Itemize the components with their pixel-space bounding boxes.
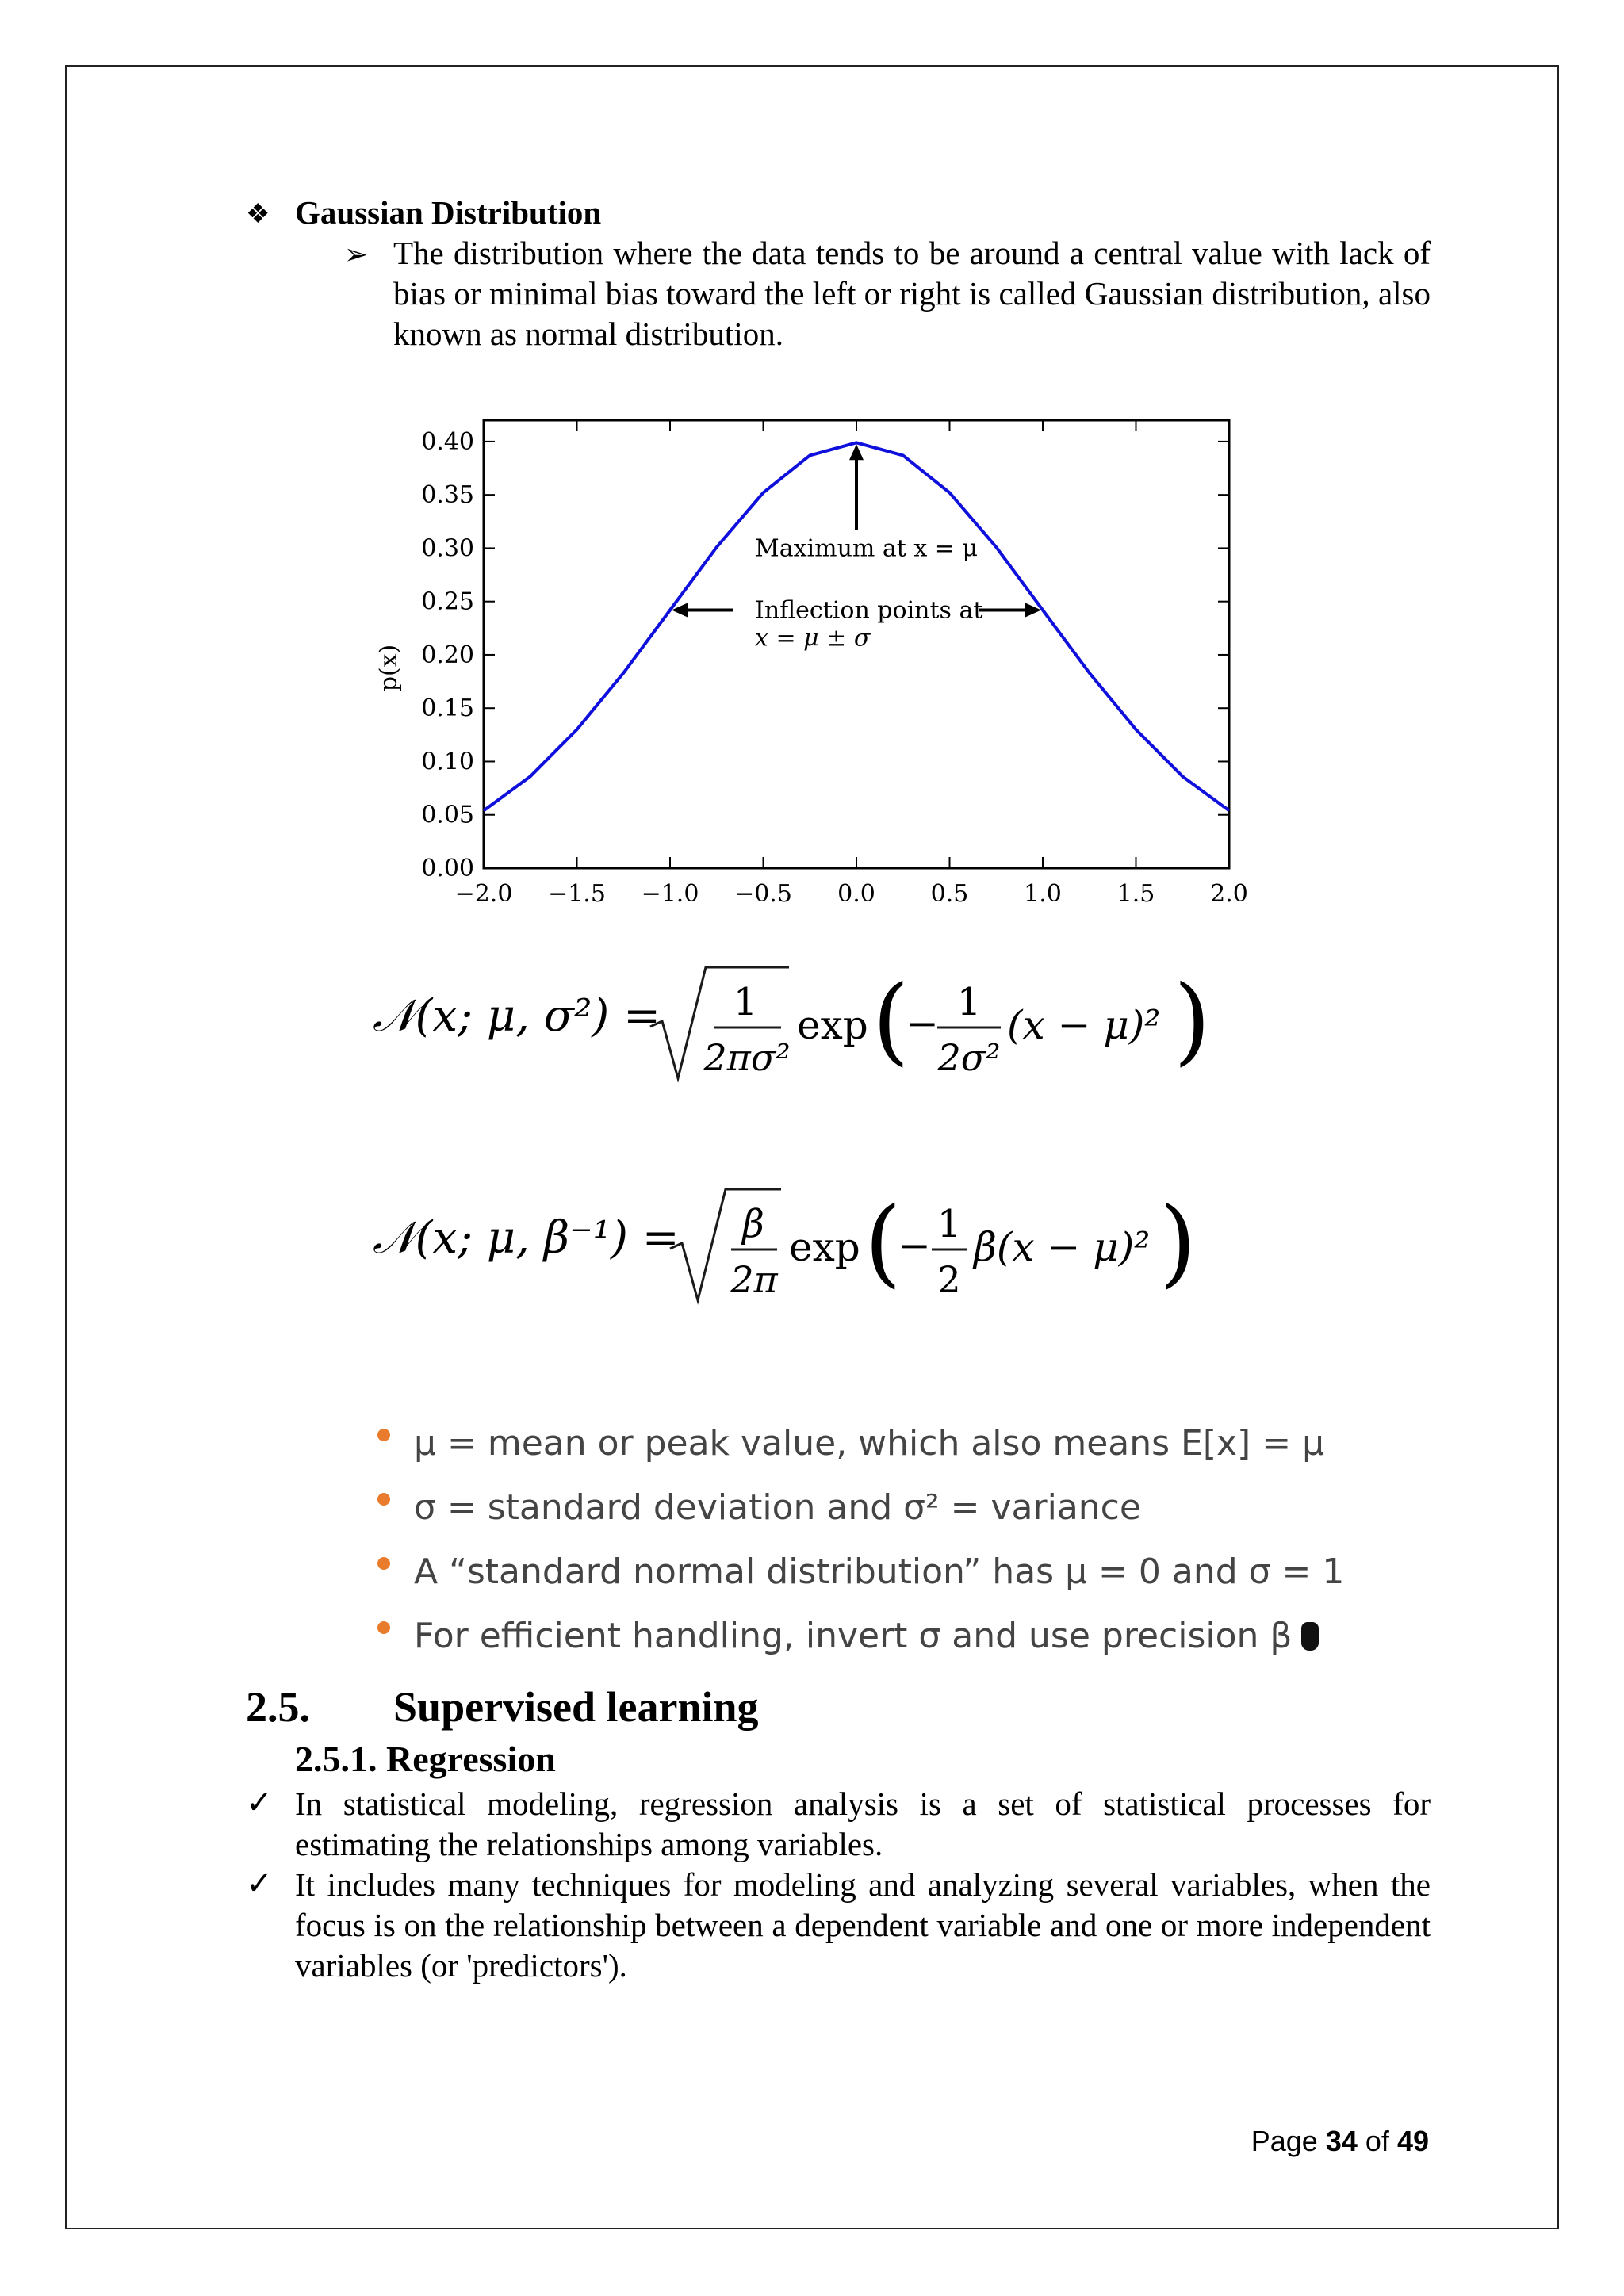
x-tick-label: 0.5 — [930, 880, 969, 908]
y-axis-label: p(x) — [375, 644, 403, 692]
hand-cursor-icon — [1301, 1622, 1319, 1651]
list-item: A “standard normal distribution” has μ = 0 and σ = 1 — [370, 1540, 1344, 1604]
formula1-inner-num: 1 — [956, 980, 982, 1024]
formula2-tail: β(x − μ)² — [974, 1224, 1151, 1270]
regression-point-2: It includes many techniques for modeling and analyzing several variables, when the focus is on the relationship between a dependent variable and one or more independent variables (or 'predictors'). — [295, 1866, 1431, 1984]
list-item: For efficient handling, invert σ and use precision β — [370, 1604, 1344, 1668]
formula2-lhs: 𝒩(x; μ, β⁻¹) = — [373, 1212, 680, 1264]
section-heading-gaussian: Gaussian Distribution — [295, 194, 602, 231]
formula2-inner-den: 2 — [937, 1258, 961, 1301]
section-number: 2.5. — [246, 1683, 310, 1731]
formula2-num: β — [742, 1202, 764, 1246]
svg-text:−: − — [906, 1001, 939, 1047]
formula1-exp: exp — [797, 1002, 868, 1048]
gaussian-chart — [365, 412, 1253, 912]
y-tick-label: 0.40 — [421, 427, 474, 456]
x-tick-label: 2.0 — [1210, 880, 1248, 908]
y-tick-label: 0.15 — [421, 695, 474, 723]
arrow-bullet-icon: ➢ — [344, 239, 369, 270]
subsection-title: 2.5.1. Regression — [295, 1739, 556, 1779]
annotation-maximum: Maximum at x = μ — [755, 534, 978, 563]
formula2-den: 2π — [730, 1258, 778, 1301]
formula1-inner-den: 2σ² — [937, 1036, 1001, 1079]
annotation-inflection: Inflection points at — [755, 596, 983, 625]
formula-normal-beta — [373, 1173, 1213, 1316]
bullet-dot-icon — [377, 1493, 390, 1506]
x-tick-label: 0.0 — [837, 880, 875, 908]
svg-text:(: ( — [872, 966, 910, 1076]
y-tick-label: 0.30 — [421, 534, 474, 563]
y-tick-label: 0.00 — [421, 855, 474, 882]
x-tick-label: −1.0 — [641, 880, 699, 908]
x-tick-label: 1.0 — [1024, 880, 1062, 908]
svg-text:): ) — [1174, 966, 1211, 1076]
list-item: σ = standard deviation and σ² = variance — [370, 1475, 1344, 1540]
page-footer: Page 34 of 49 — [1251, 2125, 1429, 2157]
bullet-dot-icon — [377, 1621, 390, 1634]
page-number: 34 — [1325, 2125, 1358, 2157]
formula1-den: 2πσ² — [703, 1036, 791, 1079]
y-tick-label: 0.10 — [421, 748, 474, 776]
svg-text:): ) — [1159, 1188, 1197, 1298]
formula2-inner-num: 1 — [936, 1202, 962, 1246]
property-bullets — [370, 1411, 1344, 1668]
check-icon: ✓ — [246, 1785, 273, 1820]
page-total: 49 — [1396, 2125, 1429, 2157]
bullet-dot-icon — [377, 1557, 390, 1570]
y-tick-label: 0.35 — [421, 481, 474, 510]
max-arrowhead-icon — [849, 444, 864, 460]
section-title: Supervised learning — [393, 1683, 759, 1731]
x-tick-label: −1.5 — [548, 880, 606, 908]
formula2-exp: exp — [789, 1224, 860, 1270]
formula1-tail: (x − μ)² — [1007, 1002, 1161, 1048]
x-tick-label: −0.5 — [734, 880, 792, 908]
regression-point-1: In statistical modeling, regression analysis is a set of statistical processes for estimating the relationships among variables. — [295, 1785, 1431, 1862]
y-tick-label: 0.05 — [421, 801, 474, 829]
y-tick-label: 0.25 — [421, 587, 474, 616]
svg-text:(: ( — [864, 1188, 902, 1298]
x-tick-label: −2.0 — [454, 880, 513, 908]
annotation-inflection-formula: x = μ ± σ — [755, 624, 871, 652]
list-item: μ = mean or peak value, which also means E[x] = μ — [370, 1411, 1344, 1475]
diamond-bullet-icon: ❖ — [246, 200, 270, 229]
check-icon: ✓ — [246, 1866, 273, 1901]
svg-text:−: − — [898, 1223, 931, 1269]
bullet-dot-icon — [377, 1429, 390, 1441]
formula1-num: 1 — [733, 980, 758, 1024]
y-tick-label: 0.20 — [421, 641, 474, 669]
gaussian-description: The distribution where the data tends to be around a central value with lack of bias or minimal bias toward the left or right is called Gaussian distribution, also known as normal distribution. — [393, 235, 1431, 352]
x-tick-label: 1.5 — [1116, 880, 1155, 908]
formula-normal-sigma — [373, 951, 1213, 1094]
formula1-lhs: 𝒩(x; μ, σ²) = — [373, 990, 661, 1042]
